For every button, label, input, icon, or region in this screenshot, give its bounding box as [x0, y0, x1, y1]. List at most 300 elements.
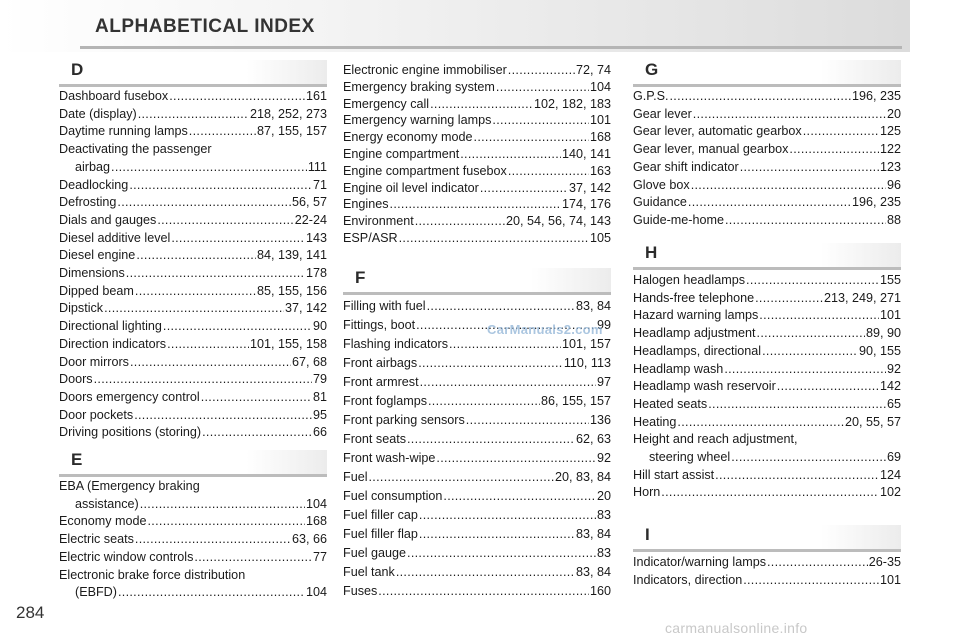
index-term: Flashing indicators — [343, 337, 448, 351]
index-entry — [343, 563, 611, 582]
index-pages: 87, 155, 157 — [256, 124, 327, 139]
index-pages: 67, 68 — [291, 354, 327, 369]
index-entry — [633, 361, 901, 379]
index-entry — [59, 88, 327, 106]
index-term: Fuses — [343, 584, 378, 598]
index-list-d — [59, 88, 327, 442]
index-entry — [633, 141, 901, 159]
index-pages: 102, 182, 183 — [533, 96, 611, 111]
index-entry — [75, 584, 327, 602]
leader-dots — [740, 159, 879, 177]
index-term: Hill start assist — [633, 467, 715, 482]
index-entry — [343, 411, 611, 430]
index-entry — [59, 549, 327, 567]
index-pages: 83 — [596, 508, 611, 522]
index-entry — [59, 407, 327, 425]
index-term: Fuel consumption — [343, 489, 443, 503]
index-entry — [59, 513, 327, 531]
index-pages: 20 — [596, 489, 611, 503]
index-pages: 178 — [305, 266, 327, 281]
leader-dots — [419, 525, 575, 544]
index-term: Direction indicators — [59, 336, 167, 351]
leader-dots — [708, 396, 886, 414]
index-entry — [59, 247, 327, 265]
index-list-f — [343, 297, 611, 601]
index-term: Headlamp adjustment — [633, 326, 756, 341]
leader-dots — [171, 230, 305, 248]
leader-dots — [94, 371, 312, 389]
index-pages: 77 — [312, 549, 327, 564]
index-term: Front foglamps — [343, 394, 427, 408]
index-term: Economy mode — [59, 514, 147, 529]
section-letter: H — [645, 243, 658, 262]
index-pages: 140, 141 — [561, 146, 611, 161]
index-term: Indicator/warning lamps — [633, 555, 766, 569]
index-entry — [633, 123, 901, 141]
index-pages: 83, 84 — [575, 527, 611, 541]
index-term: Emergency braking system — [343, 79, 495, 94]
index-term: Dashboard fusebox — [59, 89, 169, 103]
leader-dots — [767, 554, 868, 572]
index-term-line: Height and reach adjustment, — [633, 432, 798, 447]
index-pages: 105 — [589, 230, 611, 245]
index-entry — [343, 163, 611, 180]
index-entry — [633, 88, 901, 106]
index-entry — [343, 487, 611, 506]
index-entry — [59, 354, 327, 372]
index-pages: 124 — [879, 467, 901, 482]
index-pages: 160 — [589, 584, 611, 598]
leader-dots — [118, 584, 305, 602]
index-pages: 101, 157 — [561, 337, 611, 351]
footer-url[interactable]: carmanualsonline.info — [665, 620, 808, 636]
index-pages: 174, 176 — [561, 197, 611, 212]
page-number: 284 — [16, 603, 45, 622]
section-header-d — [59, 60, 327, 87]
leader-dots — [508, 62, 575, 79]
leader-dots — [419, 506, 596, 525]
index-entry — [59, 177, 327, 195]
index-pages: 122 — [879, 142, 901, 157]
leader-dots — [715, 467, 879, 485]
index-entry — [59, 265, 327, 283]
index-term: assistance) — [75, 496, 139, 511]
leader-dots — [496, 79, 589, 96]
index-term-line: Electronic brake force distribution — [59, 567, 246, 582]
leader-dots — [746, 272, 879, 290]
index-entry — [343, 354, 611, 373]
index-entry — [59, 336, 327, 354]
leader-dots — [731, 449, 886, 467]
index-term: Front airbags — [343, 356, 418, 370]
index-list-i — [633, 554, 901, 589]
index-entry — [59, 230, 327, 248]
index-pages: 85, 155, 156 — [256, 283, 327, 298]
section-header-i — [633, 525, 901, 552]
index-entry — [75, 159, 327, 177]
index-term: Halogen headlamps — [633, 273, 746, 287]
index-term: Environment — [343, 214, 414, 229]
index-entry — [59, 567, 327, 602]
index-entry — [633, 307, 901, 325]
index-term: Indicators, direction — [633, 572, 743, 587]
index-term: Headlamp wash reservoir — [633, 379, 776, 394]
index-entry — [633, 343, 901, 361]
index-entry — [343, 525, 611, 544]
section-header-e — [59, 450, 327, 477]
leader-dots — [189, 123, 256, 141]
index-term: Emergency call — [343, 96, 430, 111]
leader-dots — [677, 414, 844, 432]
index-term-continuation — [59, 584, 327, 602]
index-list-e-continued — [343, 62, 611, 247]
index-entry — [343, 79, 611, 96]
leader-dots — [148, 513, 305, 531]
index-term: Hazard warning lamps — [633, 308, 759, 323]
index-entry — [649, 449, 901, 467]
index-pages: 83, 84 — [575, 565, 611, 579]
leader-dots — [803, 123, 879, 141]
index-pages: 104 — [305, 496, 327, 511]
leader-dots — [157, 212, 293, 230]
index-pages: 72, 74 — [575, 63, 611, 77]
index-pages: 86, 155, 157 — [540, 394, 611, 408]
index-term: Gear shift indicator — [633, 159, 739, 174]
index-pages: 155 — [879, 273, 901, 287]
index-pages: 37, 142 — [568, 180, 611, 195]
index-pages: 196, 235 — [851, 89, 901, 103]
leader-dots — [390, 196, 561, 213]
leader-dots — [762, 343, 858, 361]
index-term: Engine oil level indicator — [343, 180, 479, 195]
index-entry — [343, 544, 611, 563]
leader-dots — [430, 96, 533, 113]
header-rule — [80, 46, 902, 49]
index-pages: 196, 235 — [851, 195, 901, 210]
index-term: G.P.S. — [633, 89, 669, 103]
index-term: Front seats — [343, 432, 406, 446]
index-pages: 37, 142 — [284, 301, 327, 316]
index-term: Guidance — [633, 195, 687, 210]
index-entry — [59, 531, 327, 549]
index-term: Fittings, boot — [343, 318, 416, 332]
index-entry — [59, 389, 327, 407]
index-term: Filling with fuel — [343, 299, 426, 313]
index-entry — [59, 300, 327, 318]
index-pages: 63, 66 — [291, 532, 327, 547]
index-term: Dials and gauges — [59, 212, 157, 227]
index-term: Horn — [633, 485, 661, 500]
leader-dots — [396, 563, 575, 582]
leader-dots — [492, 112, 589, 129]
leader-dots — [194, 549, 312, 567]
leader-dots — [140, 496, 305, 514]
index-term: Engine compartment fusebox — [343, 163, 507, 178]
index-entry — [343, 468, 611, 487]
leader-dots — [480, 180, 568, 197]
index-term: Defrosting — [59, 195, 117, 210]
index-pages: 218, 252, 273 — [249, 106, 327, 121]
index-term: Electric window controls — [59, 549, 194, 564]
leader-dots — [399, 230, 589, 247]
index-pages: 69 — [886, 450, 901, 465]
leader-dots — [436, 449, 596, 468]
index-term: (EBFD) — [75, 585, 117, 600]
index-term-continuation — [59, 496, 327, 514]
leader-dots — [111, 159, 307, 177]
index-pages: 22-24 — [294, 212, 327, 227]
index-pages: 101, 155, 158 — [249, 336, 327, 351]
index-term-line: Deactivating the passenger — [59, 142, 212, 157]
index-entry — [343, 146, 611, 163]
index-pages: 123 — [879, 159, 901, 174]
index-entry — [343, 180, 611, 197]
index-pages: 168 — [305, 514, 327, 529]
index-pages: 96 — [886, 177, 901, 192]
leader-dots — [169, 88, 305, 106]
index-pages: 20, 55, 57 — [844, 414, 901, 429]
index-entry — [343, 392, 611, 411]
index-entry — [343, 449, 611, 468]
index-pages: 136 — [589, 413, 611, 427]
leader-dots — [202, 424, 312, 442]
index-pages: 97 — [596, 375, 611, 389]
leader-dots — [755, 290, 823, 308]
index-term: Directional lighting — [59, 319, 162, 334]
leader-dots — [759, 307, 879, 325]
index-pages: 101 — [879, 572, 901, 587]
index-term: Dimensions — [59, 266, 125, 281]
index-term: Front armrest — [343, 375, 419, 389]
index-pages: 101 — [879, 308, 901, 323]
index-entry — [633, 378, 901, 396]
index-entry — [633, 554, 901, 572]
index-entry — [343, 430, 611, 449]
index-pages: 99 — [596, 318, 611, 332]
index-entry — [633, 572, 901, 590]
leader-dots — [460, 146, 561, 163]
leader-dots — [130, 354, 291, 372]
index-term: Guide-me-home — [633, 212, 724, 227]
index-pages: 102 — [879, 485, 901, 500]
index-pages: 125 — [879, 124, 901, 139]
index-term: Fuel — [343, 470, 368, 484]
leader-dots — [418, 354, 563, 373]
index-pages: 142 — [879, 379, 901, 394]
index-term: Electronic engine immobiliser — [343, 63, 507, 77]
index-term: Daytime running lamps — [59, 124, 188, 139]
index-entry — [633, 431, 901, 466]
watermark: CarManuals2.com — [487, 322, 603, 337]
leader-dots — [449, 335, 561, 354]
index-term: Heating — [633, 414, 677, 429]
index-entry — [59, 141, 327, 176]
index-pages: 56, 57 — [291, 195, 327, 210]
section-letter: E — [71, 450, 83, 469]
index-list-e — [59, 478, 327, 602]
index-term-continuation — [59, 159, 327, 177]
index-entry — [343, 506, 611, 525]
leader-dots — [427, 297, 575, 316]
index-term: Fuel gauge — [343, 546, 407, 560]
leader-dots — [474, 129, 589, 146]
index-term: Hands-free telephone — [633, 290, 755, 305]
index-entry — [59, 194, 327, 212]
leader-dots — [134, 407, 312, 425]
index-pages: 26-35 — [868, 555, 901, 569]
index-term: Heated seats — [633, 396, 708, 411]
index-term: Dipstick — [59, 301, 104, 316]
index-entry — [343, 196, 611, 213]
leader-dots — [415, 213, 505, 230]
index-term: Headlamp wash — [633, 361, 724, 376]
index-term-continuation — [633, 449, 901, 467]
leader-dots — [743, 572, 879, 590]
leader-dots — [369, 468, 554, 487]
index-pages: 79 — [312, 372, 327, 387]
leader-dots — [443, 487, 596, 506]
index-entry — [343, 335, 611, 354]
page-title: ALPHABETICAL INDEX — [95, 16, 315, 37]
leader-dots — [693, 106, 886, 124]
leader-dots — [407, 430, 575, 449]
leader-dots — [104, 300, 284, 318]
index-term: Date (display) — [59, 106, 137, 121]
leader-dots — [126, 265, 305, 283]
index-entry — [59, 318, 327, 336]
index-term: Doors emergency control — [59, 389, 200, 404]
index-entry — [633, 396, 901, 414]
index-term: Fuel tank — [343, 565, 395, 579]
index-term: Headlamps, directional — [633, 343, 762, 358]
index-term: Dipped beam — [59, 283, 134, 298]
index-entry — [633, 484, 901, 502]
index-entry — [633, 467, 901, 485]
index-entry — [343, 373, 611, 392]
index-pages: 66 — [312, 425, 327, 440]
index-entry — [59, 478, 327, 513]
leader-dots — [789, 141, 879, 159]
leader-dots — [466, 411, 589, 430]
leader-dots — [508, 163, 589, 180]
index-pages: 104 — [589, 79, 611, 94]
index-pages: 84, 139, 141 — [256, 248, 327, 263]
leader-dots — [117, 194, 291, 212]
leader-dots — [777, 378, 879, 396]
index-entry — [343, 62, 611, 79]
leader-dots — [135, 531, 291, 549]
index-term: Electric seats — [59, 532, 134, 547]
index-term: Engine compartment — [343, 146, 460, 161]
index-pages: 168 — [589, 130, 611, 145]
leader-dots — [661, 484, 879, 502]
index-entry — [343, 230, 611, 247]
leader-dots — [136, 247, 256, 265]
index-pages: 71 — [312, 177, 327, 192]
index-entry — [633, 194, 901, 212]
index-pages: 101 — [589, 113, 611, 128]
section-letter: F — [355, 268, 366, 287]
index-term: Door mirrors — [59, 354, 129, 369]
index-entry — [633, 159, 901, 177]
index-list-h — [633, 272, 901, 502]
index-entry — [59, 283, 327, 301]
leader-dots — [407, 544, 596, 563]
index-pages: 143 — [305, 230, 327, 245]
index-entry — [59, 424, 327, 442]
leader-dots — [420, 373, 596, 392]
leader-dots — [688, 194, 851, 212]
index-pages: 83 — [596, 546, 611, 560]
index-entry — [633, 290, 901, 308]
leader-dots — [378, 582, 589, 601]
index-term: Driving positions (storing) — [59, 425, 202, 440]
index-term: Diesel engine — [59, 248, 136, 263]
index-entry — [633, 325, 901, 343]
leader-dots — [724, 361, 886, 379]
index-term: Door pockets — [59, 407, 134, 422]
index-term: Glove box — [633, 177, 690, 192]
index-entry — [343, 112, 611, 129]
index-pages: 90 — [312, 319, 327, 334]
index-pages: 161 — [305, 89, 327, 103]
section-letter: G — [645, 60, 659, 79]
index-entry — [59, 123, 327, 141]
index-term: Emergency warning lamps — [343, 113, 492, 128]
index-pages: 163 — [589, 163, 611, 178]
index-pages: 90, 155 — [858, 343, 901, 358]
leader-dots — [428, 392, 540, 411]
index-term: airbag — [75, 159, 111, 174]
index-term: Fuel filler flap — [343, 527, 418, 541]
index-entry — [343, 96, 611, 113]
index-term: Energy economy mode — [343, 130, 473, 145]
index-term: Front wash-wipe — [343, 451, 436, 465]
index-term: Gear lever, manual gearbox — [633, 142, 789, 157]
index-term: Gear lever — [633, 106, 692, 121]
section-letter: I — [645, 525, 650, 544]
leader-dots — [167, 336, 249, 354]
index-entry — [343, 213, 611, 230]
section-header-f — [343, 268, 611, 295]
index-pages: 110, 113 — [563, 356, 611, 370]
index-entry — [633, 414, 901, 432]
index-entry — [59, 106, 327, 124]
leader-dots — [163, 318, 312, 336]
index-pages: 213, 249, 271 — [823, 290, 901, 305]
index-pages: 92 — [596, 451, 611, 465]
index-pages: 62, 63 — [575, 432, 611, 446]
index-term: Front parking sensors — [343, 413, 465, 427]
index-term: Deadlocking — [59, 177, 129, 192]
index-entry — [343, 129, 611, 146]
index-term: Fuel filler cap — [343, 508, 418, 522]
index-entry — [343, 297, 611, 316]
leader-dots — [691, 177, 886, 195]
index-pages: 104 — [305, 585, 327, 600]
index-term: Doors — [59, 372, 93, 387]
index-entry — [633, 272, 901, 290]
index-pages: 20, 54, 56, 74, 143 — [505, 214, 611, 229]
section-header-h — [633, 243, 901, 270]
index-entry — [75, 496, 327, 514]
index-entry — [633, 106, 901, 124]
index-entry — [633, 177, 901, 195]
index-entry — [343, 582, 611, 601]
index-pages: 88 — [886, 212, 901, 227]
leader-dots — [129, 177, 312, 195]
leader-dots — [757, 325, 865, 343]
